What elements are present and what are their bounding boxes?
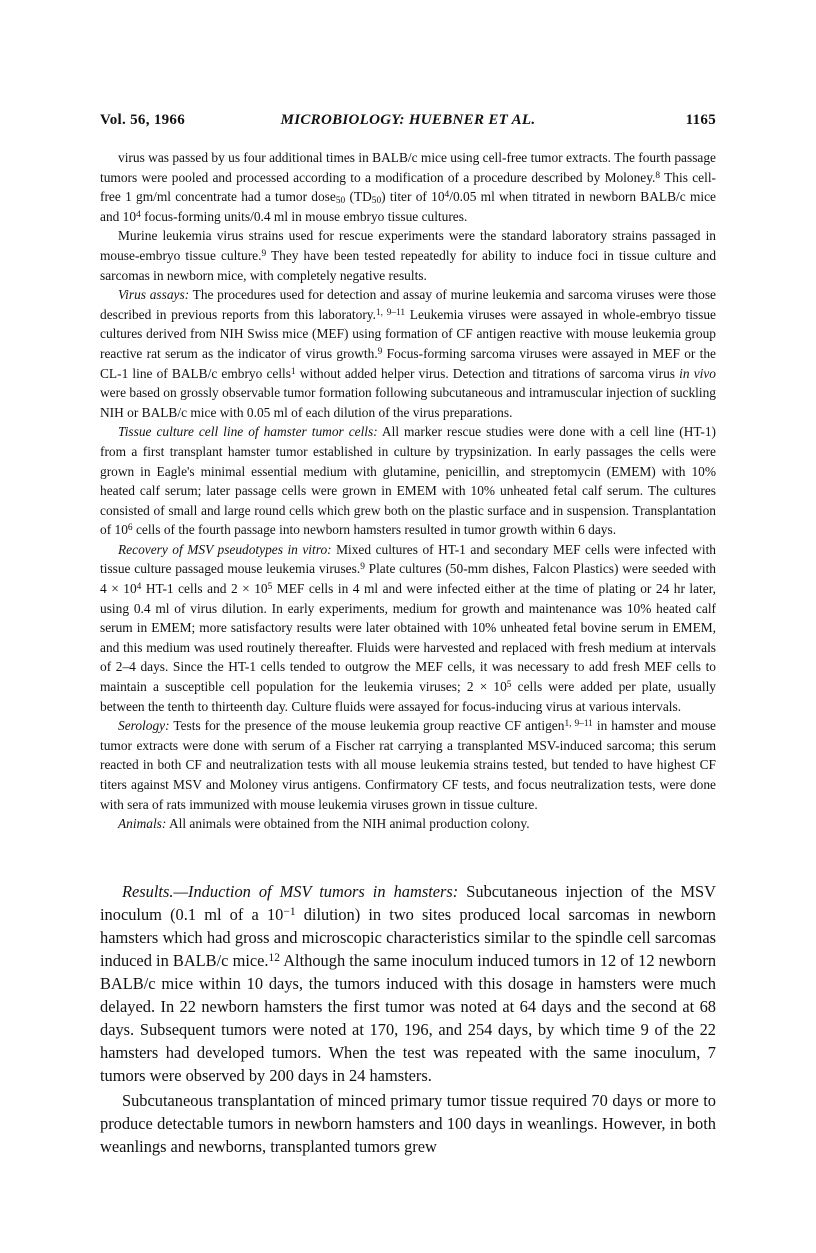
paragraph-virus-assays: Virus assays: The procedures used for detection and assay of murine leukemia and sarcoma viruses were those described in previous reports from this laboratory.$^{1, 9-11}$ Leukemia viruses were assayed in whole-embryo tissue cultures derived from NIH Swiss mice (MEF) using formation of CF antigen reactive with mouse leukemia group reactive rat serum as the indicator of virus growth.$^9$ Focus-forming sarcoma viruses were assayed in MEF or the CL-1 line of BALB/c embryo cells$^1$ without added helper virus. Detection and titrations of sarcoma virus in vivo were based on grossly observable tumor formation following subcutaneous and intramuscular injection of suckling NIH or BALB/c mice with 0.05 ml of each dilution of the virus preparations. [100, 287, 717, 420]
volume-label: Vol. 56, 1966 [100, 112, 186, 128]
results-section [100, 880, 716, 1158]
paragraph-tissue-culture: Tissue culture cell line of hamster tumor cells: All marker rescue studies were done with a cell line (HT-1) from a first transplant hamster tumor established in culture by trypsinization. In early passages the cells were grown in Eagle's minimal essential medium with glutamine, penicillin, and streptomycin (EMEM) with 10% heated calf serum; later passage cells were grown in EMEM with 10% unheated fetal calf serum. The cultures consisted of small and large round cells which grew both on the plastic surface and in suspension. Transplantation of $10^6$ cells of the fourth passage into newborn hamsters resulted in tumor growth within 6 days. [100, 424, 716, 538]
subheading-results: Results.—Induction of MSV tumors in hamsters: [122, 882, 459, 901]
subheading-serology: Serology: [118, 718, 170, 734]
paragraph-serology: Serology: Tests for the presence of the mouse leukemia group reactive CF antigen$^{1, 9-11}$ in hamster and mouse tumor extracts were done with serum of a Fischer rat carrying a transplanted MSV-induced sarcoma; this serum reacted in both CF and neutralization tests with all mouse leukemia strains tested, but tended to have highest CF titers against MSV and Moloney virus antigens. Confirmatory CF tests, and focus neutralization tests, were done with sera of rats immunized with mouse leukemia viruses grown in tissue culture. [100, 718, 716, 812]
paragraph-msv-recovery: Recovery of MSV pseudotypes in vitro: Mixed cultures of HT-1 and secondary MEF cells were infected with tissue culture passaged mouse leukemia viruses.$^9$ Plate cultures (50-mm dishes, Falcon Plastics) were seeded with $4 \times 10^4$ HT-1 cells and $2 \times 10^5$ MEF cells in 4 ml and were infected either at the time of plating or 24 hr later, using 0.4 ml of virus dilution. In early experiments, medium for growth and maintenance was 10% heated calf serum in EMEM; more satisfactory results were later obtained with 10% unheated fetal bovine serum in EMEM, and this medium was used routinely thereafter. Fluids were harvested and replaced with fresh medium at intervals of 2–4 days. Since the HT-1 cells tended to outgrow the MEF cells, it was necessary to add fresh MEF cells to maintain a susceptible cell population for the leukemia viruses; $2 \times 10^5$ cells were added per plate, usually between the tenth to thirteenth day. Culture fluids were assayed for focus-inducing virus at various intervals. [100, 541, 717, 714]
subheading-msv-recovery: Recovery of MSV pseudotypes in vitro: [118, 541, 332, 557]
subheading-virus-assays: Virus assays: [118, 287, 190, 303]
subheading-animals: Animals: [118, 816, 167, 832]
paragraph-animals: Animals: All animals were obtained from the NIH animal production colony. [118, 816, 530, 832]
paragraph-virus-passage: virus was passed by us four additional times in BALB/c mice using cell-free tumor extracts. The fourth passage tumors were pooled and processed according to a modification of a procedure described by Moloney.$^8$ This cell-free 1 gm/ml concentrate had a tumor dose$_{50}$ $(TD_{50})$ titer of $10^4/0.05$ ml when titrated in newborn BALB/c mice and $10^4$ focus-forming units/0.4 ml in mouse embryo tissue cultures. [100, 150, 716, 224]
page-number: 1165 [685, 112, 716, 128]
subheading-tissue-culture: Tissue culture cell line of hamster tumor cells: [118, 424, 378, 440]
running-header [100, 112, 716, 132]
paragraph-results-induction: Results.—Induction of MSV tumors in hamsters: Subcutaneous injection of the MSV inoculum (0.1 ml of a $10^{-1}$ dilution) in two sites produced local sarcomas in newborn hamsters which had gross and microscopic characteristics similar to the spindle cell sarcomas induced in BALB/c mice.$^{12}$ Although the same inoculum induced tumors in 12 of 12 newborn BALB/c mice within 10 days, the tumors induced with this dosage in hamsters were much delayed. In 22 newborn hamsters the first tumor was noted at 64 days and the second at 68 days. Subsequent tumors were noted at 170, 196, and 254 days, by which time 9 of the 22 hamsters had developed tumors. When the test was repeated with the same inoculum, 7 tumors were observed by 200 days in 24 hamsters. [100, 882, 717, 1085]
paragraph-leukemia-strains: Murine leukemia virus strains used for rescue experiments were the standard laboratory strains passaged in mouse-embryo tissue culture.$^9$ They have been tested repeatedly for ability to induce foci in tissue culture and sarcomas in newborn mice, with completely negative results. [100, 228, 717, 283]
journal-title: MICROBIOLOGY: HUEBNER ET AL. [280, 112, 536, 128]
paragraph-transplantation: Subcutaneous transplantation of minced primary tumor tissue required 70 days or more to produce detectable tumors in newborn hamsters and 100 days in weanlings. However, in both weanlings and newborns, transplanted tumors grew [100, 1091, 716, 1156]
methods-section [100, 148, 716, 834]
